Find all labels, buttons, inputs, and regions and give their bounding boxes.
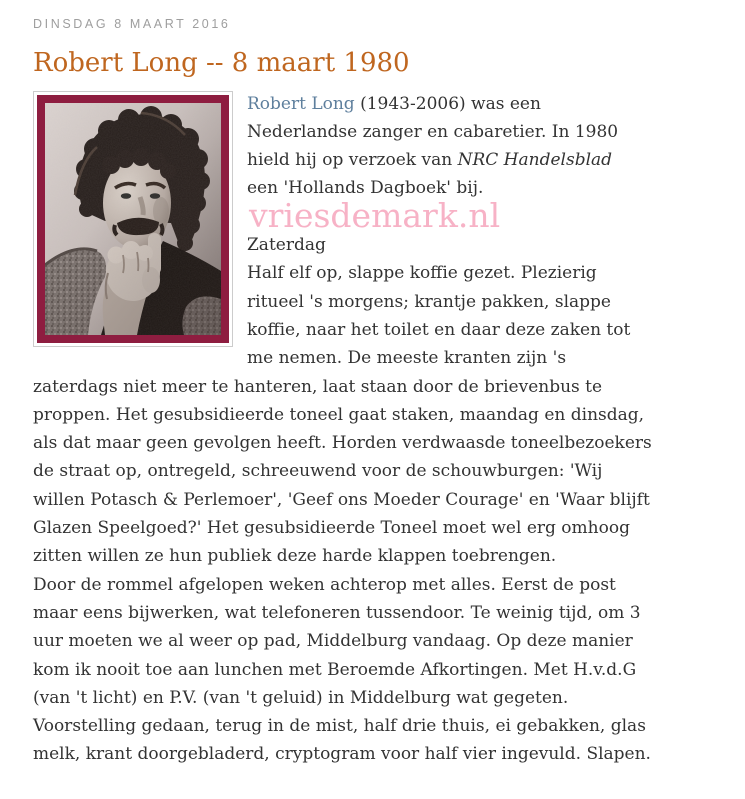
- post-date-header: DINSDAG 8 MAART 2016: [33, 17, 231, 31]
- intro-line-1-text: (1943-2006) was een: [354, 93, 541, 114]
- diary-line: als dat maar geen gevolgen heeft. Horden verdwaasde toneelbezoekers: [33, 433, 652, 454]
- diary-line: (van 't licht) en P.V. (van 't geluid) in Middelburg wat gegeten.: [33, 687, 569, 708]
- diary-line: maar eens bijwerken, wat telefoneren tussendoor. Te weinig tijd, om 3: [33, 602, 641, 623]
- post-title-link[interactable]: Robert Long -- 8 maart 1980: [33, 48, 410, 78]
- diary-day-label: Zaterdag: [247, 235, 326, 256]
- nrc-handelsblad-italic: NRC Handelsblad: [457, 150, 613, 171]
- diary-line: willen Potasch & Perlemoer', 'Geef ons Moeder Courage' en 'Waar blijft: [33, 489, 650, 510]
- diary-line: Door de rommel afgelopen weken achterop met alles. Eerst de post: [33, 574, 616, 595]
- intro-line-2: Nederlandse zanger en cabaretier. In 1980: [247, 121, 619, 142]
- diary-line: zaterdags niet meer te hanteren, laat staan door de brievenbus te: [33, 376, 603, 397]
- diary-line: kom ik nooit toe aan lunchen met Beroemde Afkortingen. Met H.v.d.G: [33, 659, 637, 680]
- post-body: [33, 90, 715, 769]
- portrait-photo-frame: [37, 95, 229, 343]
- diary-line: Half elf op, slappe koffie gezet. Plezierig: [247, 263, 597, 284]
- diary-line: de straat op, ontregeld, schreeuwend voor de schouwburgen: 'Wij: [33, 461, 603, 482]
- robert-long-link[interactable]: Robert Long: [247, 93, 355, 114]
- intro-line-3-text: hield hij op verzoek van: [247, 150, 458, 171]
- diary-line: zitten willen ze hun publiek deze harde klappen toebrengen.: [33, 546, 557, 567]
- diary-line: Glazen Speelgoed?' Het gesubsidieerde Toneel moet wel erg omhoog: [33, 518, 630, 539]
- robert-long-portrait-image: [45, 103, 221, 335]
- diary-line: uur moeten we al weer op pad, Middelburg vandaag. Op deze manier: [33, 631, 633, 652]
- diary-line: me nemen. De meeste kranten zijn 's: [247, 348, 567, 369]
- diary-line: proppen. Het gesubsidieerde toneel gaat staken, maandag en dinsdag,: [33, 404, 645, 425]
- diary-line: Voorstelling gedaan, terug in de mist, half drie thuis, ei gebakken, glas: [33, 716, 646, 737]
- intro-line-4: een 'Hollands Dagboek' bij.: [247, 178, 484, 199]
- diary-line: melk, krant doorgebladerd, cryptogram voor half vier ingevuld. Slapen.: [33, 744, 651, 765]
- photo-vignette: [45, 103, 221, 335]
- portrait-photo[interactable]: [33, 91, 233, 347]
- diary-line: koffie, naar het toilet en daar deze zaken tot: [247, 319, 631, 340]
- watermark: vriesdemark.nl: [249, 196, 501, 235]
- diary-line: ritueel 's morgens; krantje pakken, slappe: [247, 291, 611, 312]
